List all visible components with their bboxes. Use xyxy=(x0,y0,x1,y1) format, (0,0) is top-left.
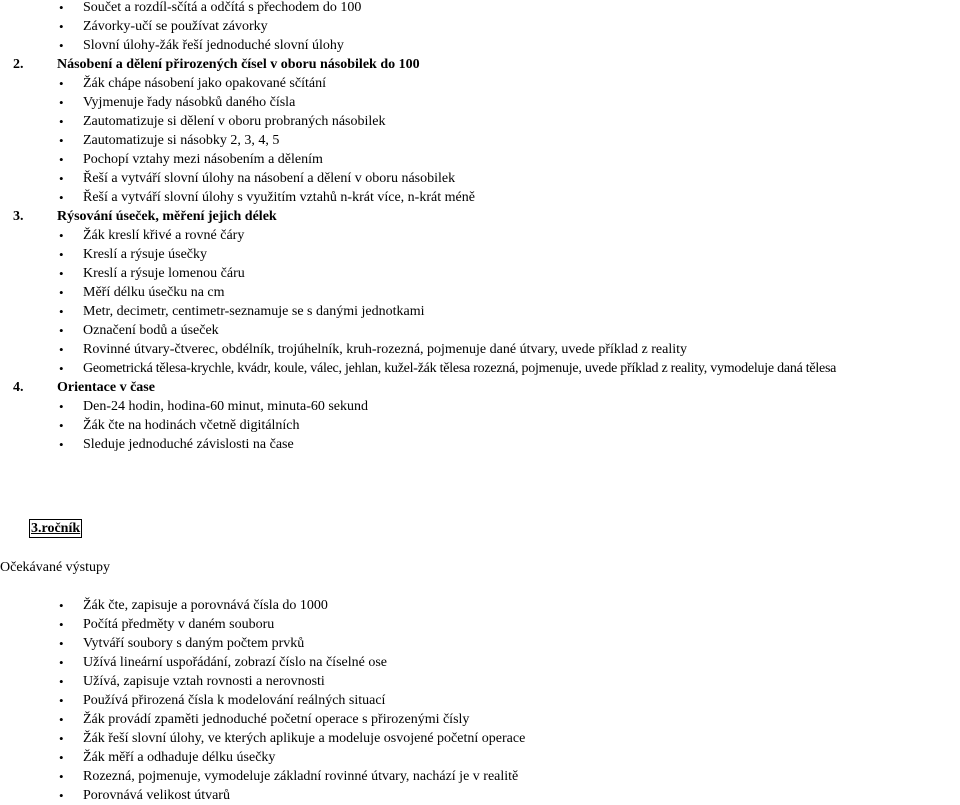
bullet-icon: • xyxy=(59,323,64,338)
bullet-icon: • xyxy=(59,76,64,91)
bullet-icon: • xyxy=(59,674,64,689)
bullet-icon: • xyxy=(59,342,64,357)
bullet-icon: • xyxy=(59,152,64,167)
bullet-icon: • xyxy=(59,769,64,784)
bullet-icon: • xyxy=(59,361,64,376)
expected-outcomes-label: Očekávané výstupy xyxy=(0,560,111,575)
bullet-icon: • xyxy=(59,38,64,53)
bullet-icon: • xyxy=(59,617,64,632)
bullet-icon: • xyxy=(59,437,64,452)
bullet-icon: • xyxy=(59,693,64,708)
bullet-icon: • xyxy=(59,750,64,765)
bullet-icon: • xyxy=(59,598,64,613)
bullet-icon: • xyxy=(59,114,64,129)
bullet-icon: • xyxy=(59,399,64,414)
bullet-icon: • xyxy=(59,731,64,746)
bullet-icon: • xyxy=(59,636,64,651)
document-page: • Součet a rozdíl-sčítá a odčítá s přechodem do 100 • Závorky-učí se používat závorky • Slovní úlohy-žák řeší jednoduché slovní úlohy 2. Násobení a dělení přirozených čísel v oboru násobilek do 100 • Žák chápe násobení jako opakované sčítání • Vyjmenuje řady násobků daného čísla • Zautomatizuje si dělení v oboru probraných násobilek • Zautomatizuje si násobky 2, 3, 4, 5 • Pochopí vztahy mezi násobením a dělením • Řeší a vytváří slovní úlohy na násobení a dělení v oboru násobilek • Řeší a vytváří slovní úlohy s využitím vztahů n-krát více, n-krát méně 3. Rýsování úseček, měření jejich délek • Žák kreslí křivé a rovné čáry • Kreslí a rýsuje úsečky • Kreslí a rýsuje lomenou čáru • Měří délku úsečku na cm • Metr, decimetr, centimetr-seznamuje se s danými jednotkami • Označení bodů a úseček • Rovinné útvary-čtverec, obdélník, trojúhelník, kruh-rozezná, pojmenuje dané útvary, uvede příklad z reality • Geometrická tělesa-krychle, kvádr, koule, válec, jehlan, kužel-žák tělesa rozezná, pojmenuje, uvede příklad z reality, vymodeluje daná tělesa 4. Orientace v čase • Den-24 hodin, hodina-60 minut, minuta-60 sekund • Žák čte na hodinách včetně digitálních • Sleduje jednoduché závislosti na čase 3.ročník Očekávané výstupy • Žák čte, zapisuje a porovnává čísla do 1000 • Počítá předměty v daném souboru • Vytváří soubory s daným počtem prvků • Užívá lineární uspořádání, zobrazí číslo na číselné ose • Užívá, zapisuje vztah rovnosti a nerovnosti • Používá přirozená čísla k modelování reálných situací • Žák provádí zpaměti jednoduché početní operace s přirozenými čísly • Žák řeší slovní úlohy, ve kterých aplikuje a modeluje osvojené početní operace • Žák měří a odhaduje délku úsečky • Rozezná, pojmenuje, vymodeluje základní rovinné útvary, nachází je v realitě • Porovnává velikost útvarů xyxy=(0,0,837,803)
bullet-icon: • xyxy=(59,133,64,148)
grade-heading: 3.ročník xyxy=(31,521,81,536)
bullet-icon: • xyxy=(59,655,64,670)
bullet-icon: • xyxy=(59,190,64,205)
bullet-icon: • xyxy=(59,304,64,319)
bullet-icon: • xyxy=(59,712,64,727)
bullet-icon: • xyxy=(59,247,64,262)
bullet-icon: • xyxy=(59,285,64,300)
bullet-icon: • xyxy=(59,19,64,34)
bullet-icon: • xyxy=(59,171,64,186)
bullet-icon: • xyxy=(59,788,64,803)
bullet-icon: • xyxy=(59,418,64,433)
bullet-icon: • xyxy=(59,0,64,15)
bullet-icon: • xyxy=(59,228,64,243)
bullet-icon: • xyxy=(59,95,64,110)
bullet-icon: • xyxy=(59,266,64,281)
